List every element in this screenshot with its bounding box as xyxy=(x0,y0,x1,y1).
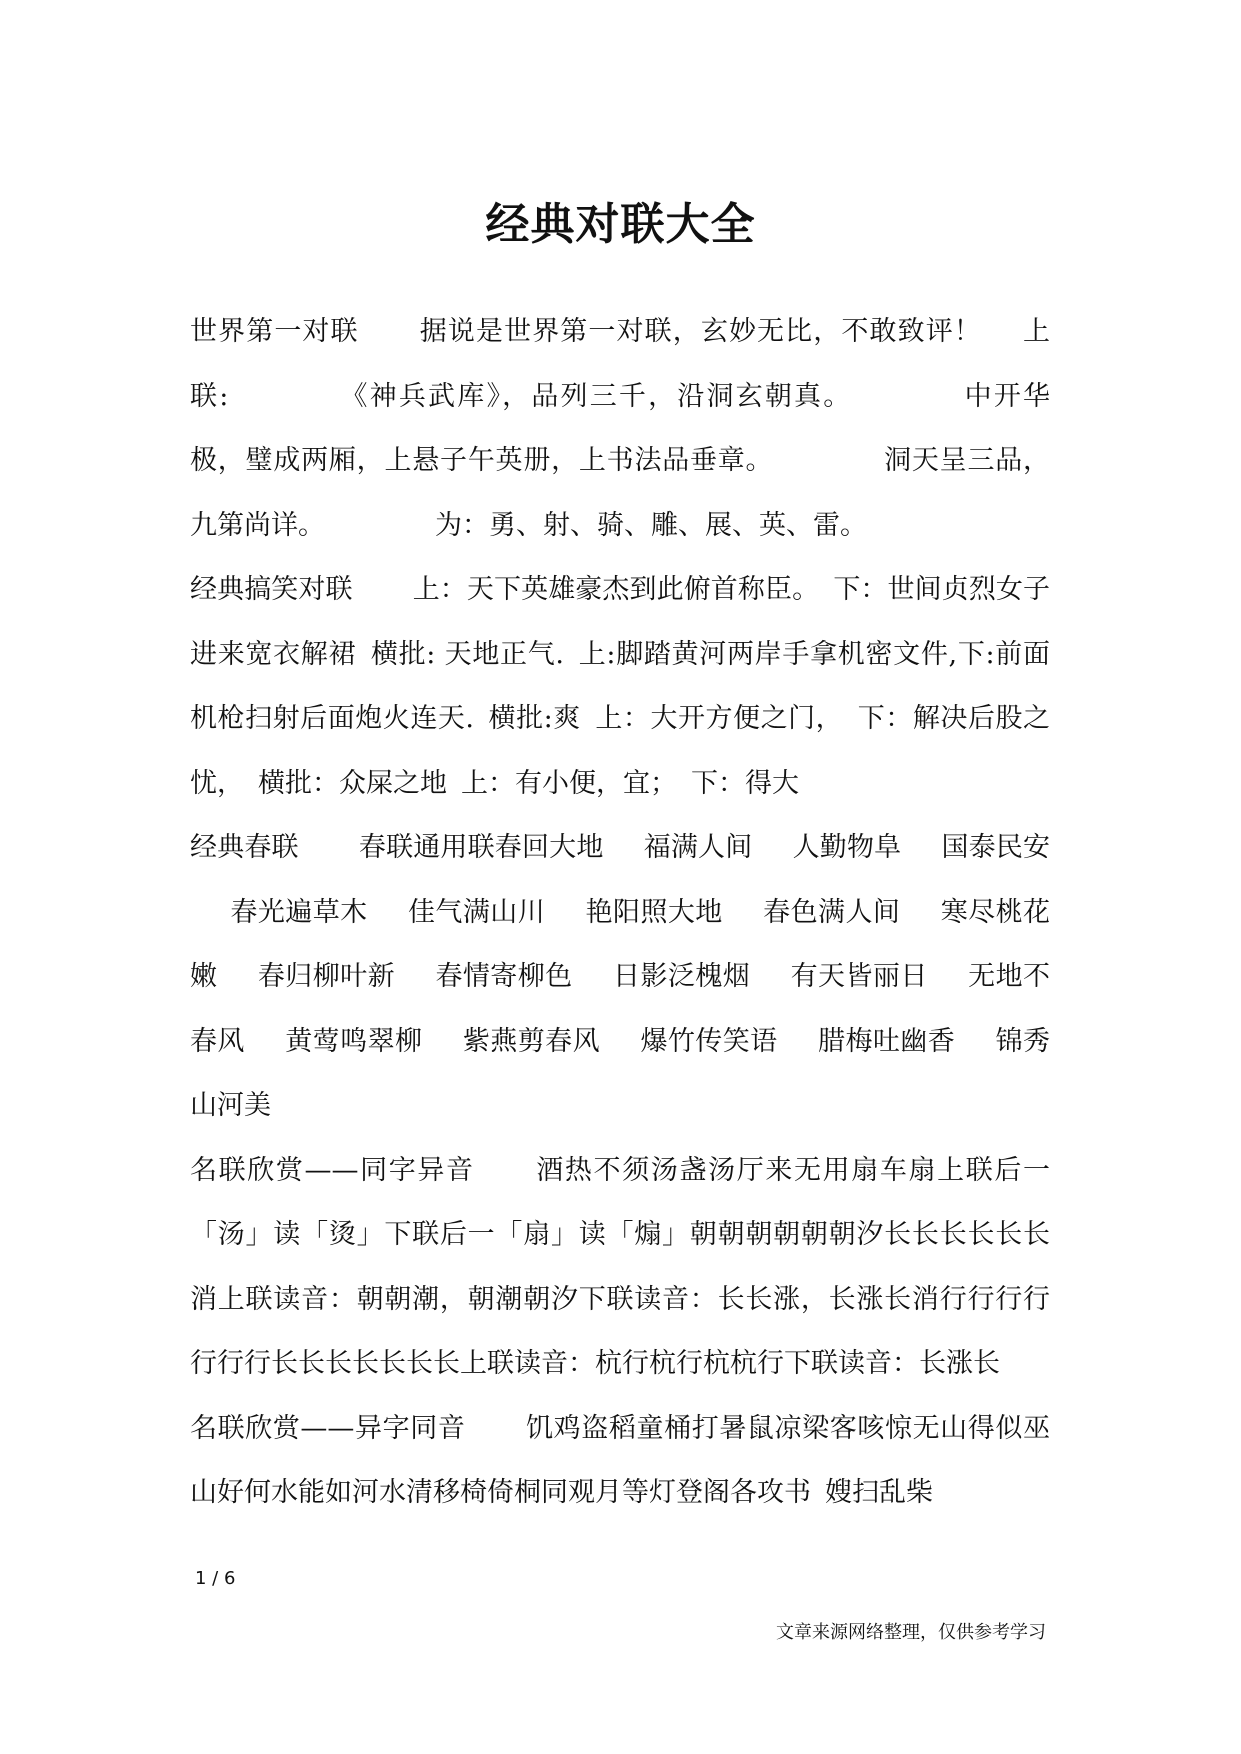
couplet-item: 福满人间 xyxy=(643,832,753,863)
document-title: 经典对联大全 xyxy=(485,199,756,250)
couplet-item: 春归柳叶新 xyxy=(257,961,396,992)
couplet-item: 腊梅吐幽香 xyxy=(817,1025,956,1057)
couplet-item: 紫燕剪春风 xyxy=(462,1025,601,1057)
section-heading: 世界第一对联 xyxy=(190,316,359,347)
paragraph-text: 下：解决后股之忧， xyxy=(190,703,1051,799)
couplet-item: 艳阳照大地 xyxy=(585,896,723,928)
couplet-item: 日影泛槐烟 xyxy=(612,961,751,992)
couplet-item: 春情寄柳色 xyxy=(435,961,573,992)
couplet-item: 寒尽桃花嫩 xyxy=(190,896,1051,992)
couplet-item: 黄莺鸣翠柳 xyxy=(284,1025,423,1057)
paragraph-text: 上:脚踏黄河两岸手拿机密文件,下:前面机枪扫射后面炮火连天. xyxy=(190,638,1051,734)
paragraph-text: 《神兵武库》，品列三千，沿洞玄朝真。 xyxy=(338,380,853,412)
couplet-item: 春光遍草木 xyxy=(230,896,368,928)
section-heading: 经典搞笑对联 xyxy=(190,574,353,605)
paragraph-text: 嫂扫乱柴 xyxy=(825,1477,933,1508)
section-world-first-couplet xyxy=(190,300,1050,558)
paragraph-text: 横批: 天地正气. xyxy=(370,638,565,670)
paragraph-text: 横批:爽 xyxy=(488,703,581,734)
section-funny-couplets xyxy=(190,558,1050,816)
paragraph-text: 横批：众屎之地 xyxy=(258,767,447,799)
paragraph-text: 饥鸡盗稻童桶打暑鼠凉梁客咳惊无山得似巫山好何水能如河水清移椅倚桐同观月等灯登阁各攻书 xyxy=(190,1412,1051,1508)
paragraph-text: 据说是世界第一对联，玄妙无比，不敢致评！ xyxy=(418,316,982,347)
couplet-item: 春联通用联春回大地 xyxy=(358,832,604,863)
paragraph-text: 中开华极，璧成两厢，上悬子午英册，上书法品垂章。 xyxy=(190,380,1051,476)
couplet-item: 国泰民安 xyxy=(941,832,1051,863)
section-diff-char-same-sound xyxy=(190,1397,1050,1526)
document-body xyxy=(190,300,1050,1526)
section-heading: 名联欣赏——异字同音 xyxy=(190,1412,466,1444)
paragraph-text: 酒热不须汤盏汤厅来无用扇车扇上联后一「汤」读「烫」下联后一「扇」读「煽」朝朝朝朝朝朝汐长长长长长长消上联读音：朝朝潮，朝潮朝汐下联读音：长长涨，长涨长消行行行行行行行长长长长长长长上联读音：杭行杭行杭杭行下联读音：长涨长 xyxy=(190,1154,1051,1379)
couplet-item: 佳气满山川 xyxy=(407,896,546,928)
paragraph-text: 为：勇、射、骑、雕、展、英、雷。 xyxy=(435,509,867,541)
couplet-item: 人勤物阜 xyxy=(792,832,902,863)
paragraph-text: 下：得大 xyxy=(691,767,799,799)
couplet-item: 春色满人间 xyxy=(762,896,901,928)
couplet-item: 锦秀山河美 xyxy=(190,1025,1051,1121)
section-heading: 名联欣赏——同字异音 xyxy=(190,1154,475,1186)
paragraph-text: 上：大开方便之门， xyxy=(594,703,844,734)
paragraph-text: 下：世间贞烈女子进来宽衣解裙 xyxy=(190,574,1051,670)
paragraph-text: 洞天呈三品，九第尚详。 xyxy=(190,445,1051,541)
section-spring-couplets xyxy=(190,816,1050,1139)
paragraph-text: 上：有小便，宜； xyxy=(461,767,677,799)
couplet-item: 爆竹传笑语 xyxy=(640,1025,778,1057)
section-heading: 经典春联 xyxy=(190,832,299,863)
footer-note: 文章来源网络整理，仅供参考学习 xyxy=(776,1622,1046,1643)
section-same-char-diff-sound xyxy=(190,1139,1050,1397)
paragraph-text: 上：天下英雄豪杰到此俯首称臣。 xyxy=(412,574,820,605)
couplet-item: 无地不春风 xyxy=(190,961,1051,1057)
couplet-item: 有天皆丽日 xyxy=(790,961,928,992)
page-number: 1 / 6 xyxy=(195,1568,236,1589)
upper-label: 上联: xyxy=(190,316,1051,412)
